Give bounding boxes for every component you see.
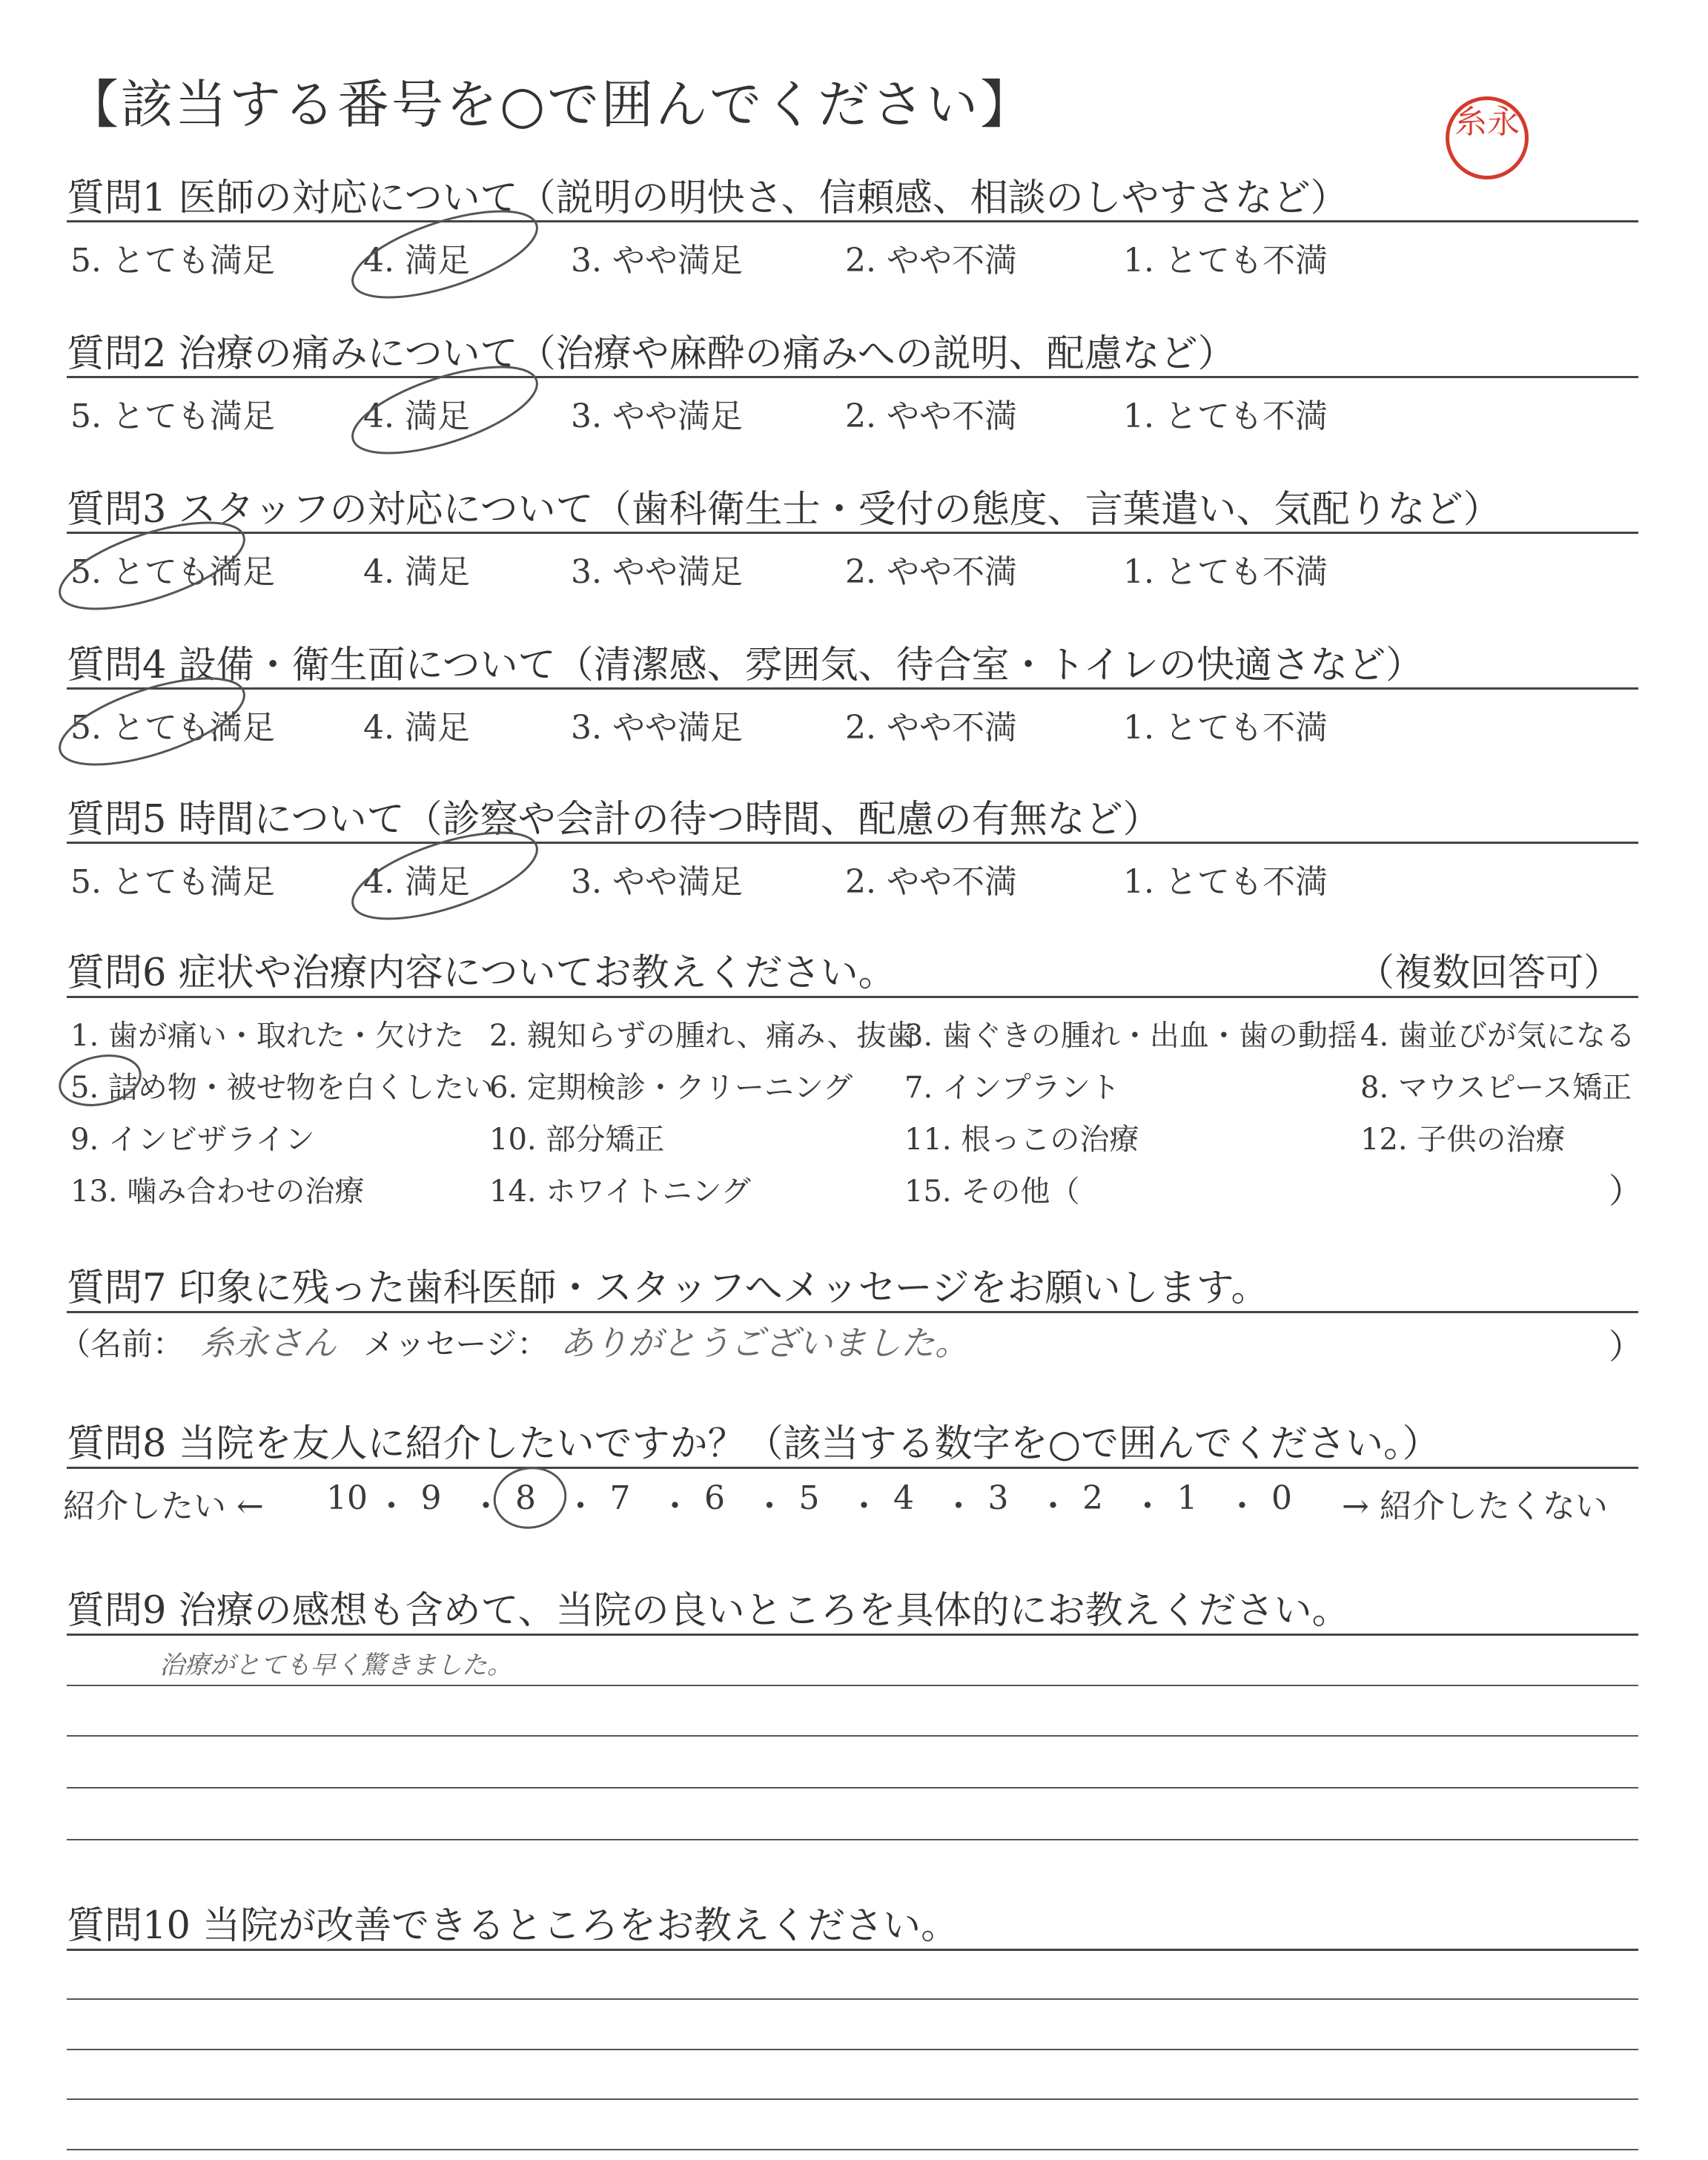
q10-label: 質問10 当院が改善できるところをお教えください。 (67, 1904, 959, 1948)
question-4-option-3[interactable]: 3. やや満足 (571, 709, 743, 747)
q8-scale-separator: ・ (469, 1487, 503, 1525)
q7-message-label: メッセージ： (363, 1326, 549, 1362)
question-4-option-4[interactable]: 4. 満足 (363, 709, 470, 747)
q7-name-label: （名前： (59, 1326, 185, 1362)
question-2-option-3[interactable]: 3. やや満足 (571, 397, 743, 435)
question-4-label: 質問4 設備・衛生面について（清潔感、雰囲気、待合室・トイレの快適さなど） (67, 644, 1424, 687)
question-3-option-5[interactable]: 5. とても満足 (70, 553, 275, 591)
q7-name-value[interactable]: 糸永さん (200, 1323, 337, 1363)
q6-note: （複数回答可） (1357, 951, 1622, 995)
q8-scale-7[interactable]: 7 (609, 1479, 631, 1517)
question-2-label: 質問2 治療の痛みについて（治療や麻酔の痛みへの説明、配慮など） (67, 332, 1236, 376)
q9-answer[interactable]: 治療がとても早く驚きました。 (159, 1651, 512, 1680)
question-3-selected-circle (50, 505, 254, 627)
name-stamp: 糸永 (1446, 96, 1529, 179)
question-3-option-2[interactable]: 2. やや不満 (845, 553, 1017, 591)
question-1-option-2[interactable]: 2. やや不満 (845, 242, 1017, 280)
q8-right-label: → 紹介したくない (1342, 1487, 1608, 1525)
question-5-option-1[interactable]: 1. とても不満 (1123, 863, 1328, 901)
q8-scale-10[interactable]: 10 (326, 1479, 368, 1517)
q6-option-1[interactable]: 1. 歯が痛い・取れた・欠けた (70, 1019, 464, 1053)
question-5-option-5[interactable]: 5. とても満足 (70, 863, 275, 901)
q8-left-label: 紹介したい ← (63, 1487, 264, 1525)
question-5-option-2[interactable]: 2. やや不満 (845, 863, 1017, 901)
question-3-option-4[interactable]: 4. 満足 (363, 553, 470, 591)
q6-option-8[interactable]: 8. マウスピース矯正 (1360, 1071, 1632, 1105)
q8-label: 質問8 当院を友人に紹介したいですか？（該当する数字を○で囲んでください。） (67, 1422, 1440, 1466)
q8-scale-separator: ・ (753, 1487, 786, 1525)
question-5-option-4[interactable]: 4. 満足 (363, 863, 470, 901)
q8-scale-0[interactable]: 0 (1271, 1479, 1292, 1517)
q6-option-13[interactable]: 13. 噛み合わせの治療 (70, 1175, 365, 1209)
question-1-label: 質問1 医師の対応について（説明の明快さ、信頼感、相談のしやすさなど） (67, 176, 1348, 220)
q6-label: 質問6 症状や治療内容についてお教えください。 (67, 951, 896, 995)
question-4-option-1[interactable]: 1. とても不満 (1123, 709, 1328, 747)
q8-scale-separator: ・ (1036, 1487, 1070, 1525)
q8-scale-separator: ・ (1131, 1487, 1164, 1525)
q8-scale-5[interactable]: 5 (798, 1479, 820, 1517)
q6-selected-circle (56, 1048, 145, 1112)
question-5-option-3[interactable]: 3. やや満足 (571, 863, 743, 901)
question-5-label: 質問5 時間について（診察や会計の待つ時間、配慮の有無など） (67, 798, 1161, 842)
question-3-option-3[interactable]: 3. やや満足 (571, 553, 743, 591)
q6-option-14[interactable]: 14. ホワイトニング (489, 1175, 751, 1209)
question-2-selected-circle (343, 349, 546, 471)
question-4-option-5[interactable]: 5. とても満足 (70, 709, 275, 747)
question-2-option-1[interactable]: 1. とても不満 (1123, 397, 1328, 435)
q8-scale-separator: ・ (847, 1487, 881, 1525)
q9-label: 質問9 治療の感想も含めて、当院の良いところを具体的にお教えください。 (67, 1589, 1350, 1633)
question-1-option-5[interactable]: 5. とても満足 (70, 242, 275, 280)
q8-scale-separator: ・ (942, 1487, 975, 1525)
q6-close-paren: ） (1609, 1171, 1643, 1211)
question-3-label: 質問3 スタッフの対応について（歯科衛生士・受付の態度、言葉遣い、気配りなど） (67, 488, 1501, 532)
q8-selected-circle (490, 1462, 570, 1533)
question-1-option-4[interactable]: 4. 満足 (363, 242, 470, 280)
question-4-selected-circle (50, 661, 254, 782)
question-1-selected-circle (343, 194, 546, 315)
question-2-option-2[interactable]: 2. やや不満 (845, 397, 1017, 435)
q8-scale-separator: ・ (1225, 1487, 1259, 1525)
q6-option-5[interactable]: 5. 詰め物・被せ物を白くしたい (70, 1071, 494, 1105)
q8-scale-8[interactable]: 8 (515, 1479, 536, 1517)
q7-message-value[interactable]: ありがとうございました。 (560, 1323, 969, 1363)
q6-option-6[interactable]: 6. 定期検診・クリーニング (489, 1071, 853, 1105)
q7-close-paren: ） (1609, 1327, 1643, 1367)
form-title: 【該当する番号を○で囲んでください】 (67, 74, 1035, 135)
q6-option-3[interactable]: 3. 歯ぐきの腫れ・出血・歯の動揺 (904, 1019, 1357, 1053)
q7-label: 質問7 印象に残った歯科医師・スタッフへメッセージをお願いします。 (67, 1266, 1269, 1310)
question-2-option-5[interactable]: 5. とても満足 (70, 397, 275, 435)
q6-option-7[interactable]: 7. インプラント (904, 1071, 1120, 1105)
q8-scale-2[interactable]: 2 (1082, 1479, 1103, 1517)
q8-scale-3[interactable]: 3 (987, 1479, 1009, 1517)
question-3-option-1[interactable]: 1. とても不満 (1123, 553, 1328, 591)
q8-scale-separator: ・ (564, 1487, 597, 1525)
q8-scale-1[interactable]: 1 (1176, 1479, 1198, 1517)
q8-scale-separator: ・ (658, 1487, 692, 1525)
q6-option-4[interactable]: 4. 歯並びが気になる (1360, 1019, 1635, 1053)
q8-scale-separator: ・ (375, 1487, 408, 1525)
q6-option-11[interactable]: 11. 根っこの治療 (904, 1123, 1139, 1157)
q6-option-9[interactable]: 9. インビザライン (70, 1123, 315, 1157)
question-1-option-3[interactable]: 3. やや満足 (571, 242, 743, 280)
question-1-option-1[interactable]: 1. とても不満 (1123, 242, 1328, 280)
q6-option-10[interactable]: 10. 部分矯正 (489, 1123, 665, 1157)
q8-scale-9[interactable]: 9 (420, 1479, 442, 1517)
question-5-selected-circle (343, 815, 546, 937)
q6-option-15[interactable]: 15. その他（ (904, 1175, 1080, 1209)
question-4-option-2[interactable]: 2. やや不満 (845, 709, 1017, 747)
q8-scale-4[interactable]: 4 (893, 1479, 914, 1517)
q6-option-12[interactable]: 12. 子供の治療 (1360, 1123, 1566, 1157)
question-2-option-4[interactable]: 4. 満足 (363, 397, 470, 435)
q6-option-2[interactable]: 2. 親知らずの腫れ、痛み、抜歯 (489, 1019, 916, 1053)
q8-scale-6[interactable]: 6 (704, 1479, 725, 1517)
